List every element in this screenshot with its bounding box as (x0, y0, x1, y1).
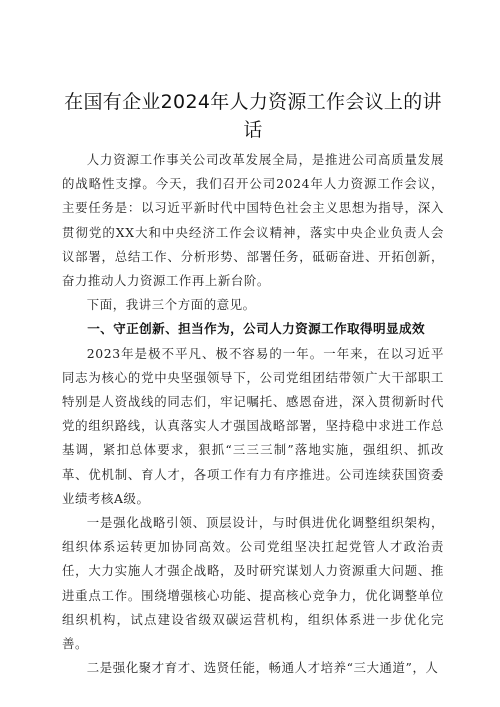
section-paragraph-point-two: 二是强化聚才育才、选贤任能，畅通人才培养“三大通道”，人 (86, 660, 439, 676)
outline-paragraph: 下面，我讲三个方面的意见。 (86, 297, 256, 313)
intro-paragraph: 人力资源工作事关公司改革发展全局，是推进公司高质量发展的战略性支撑。今天，我们召开公司2024年人力资源工作会议，主要任务是：以习近平新时代中国特色社会主义思想为指导，深入贯彻党的XX大和中央经济工作会议精神，落实中央企业负责人会议部署，总结工作、分析形势、部署任务，砥砺奋进、开拓创新，奋力推动人力资源工作再上新台阶。 (62, 152, 444, 289)
page-title: 在国有企业2024年人力资源工作会议上的讲话 (64, 91, 442, 141)
section-paragraph-point-one: 一是强化战略引领、顶层设计，与时俱进优化调整组织架构，组织体系运转更加协同高效。公司党组坚决扛起党管人才政治责任，大力实施人才强企战略，及时研究谋划人力资源重大问题、推进重点工作。围绕增强核心功能、提高核心竞争力，优化调整单位组织机构，试点建设省级双碳运营机构，组织体系进一步优化完善。 (62, 515, 444, 652)
section-paragraph-overview: 2023年是极不平凡、极不容易的一年。一年来，在以习近平同志为核心的党中央坚强领导下，公司党组团结带领广大干部职工特别是人资战线的同志们，牢记嘱托、感恩奋进，深入贯彻新时代党的组织路线，认真落实人才强国战略部署，坚持稳中求进工作总基调，紧扣总体要求，狠抓“三三三制”落地实施，强组织、抓改革、优机制、育人才，各项工作有力有序推进。公司连续获国资委业绩考核A级。 (62, 345, 444, 506)
section-heading: 一、守正创新、担当作为，公司人力资源工作取得明显成效 (87, 321, 426, 337)
